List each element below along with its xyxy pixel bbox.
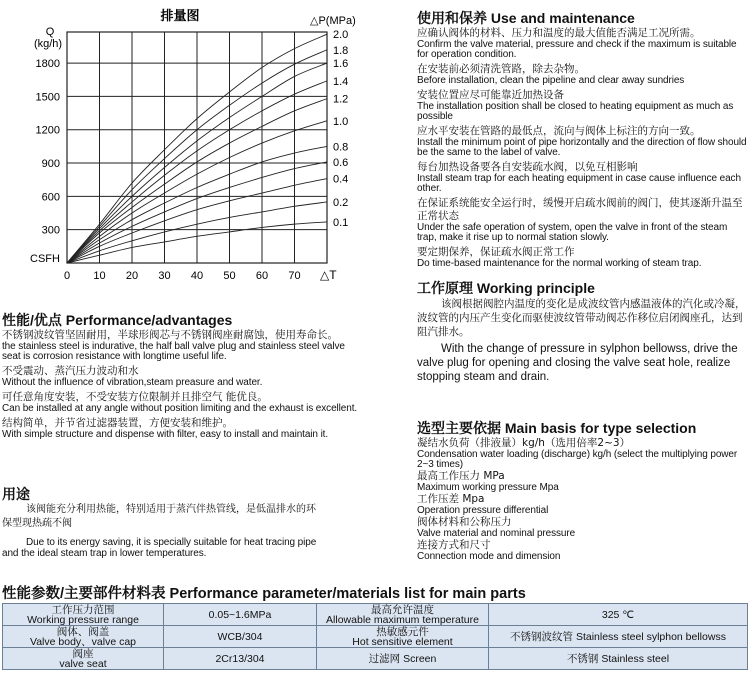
pressure-curve-label: 0.2 [333,196,349,209]
performance-heading: 性能/优点 Performance/advantages [2,312,233,328]
cell-value: WCB/304 [217,630,263,643]
table-cell [489,648,748,670]
use-maintenance-heading: 使用和保养 Use and maintenance [417,10,635,26]
item-en: Can be installed at any angle without position limiting and the exhaust is excellent. [2,403,358,414]
cell-value: 2Cr13/304 [215,652,265,665]
item-cn: 最高工作压力 MPa [417,470,505,482]
y-tick-label: 1800 [35,58,60,71]
usage-en: Due to its energy saving, it is specially suitable for heat tracing pipe and the ideal steam trap in lower temperatures. [2,537,317,559]
pressure-curve-label: 1.0 [333,115,349,128]
item-en: The installation position shall be closed to heating equipment as much as possible [417,101,734,122]
item-en: the stainless steel is indurative, the half ball valve plug and stainless steel valve seat is corrosion resistance with longtime useful life. [2,341,345,362]
working-principle-section [417,279,747,384]
type-selection-heading: 选型主要依据 Main basis for type selection [417,420,697,436]
table-row [3,626,748,648]
principle-en: With the change of pressure in sylphon bellowss, drive the valve plug for opening and closing the valve seat hole, realize stopping steam and drain. [417,343,738,383]
pressure-curve-label: 1.4 [333,75,349,88]
table-cell [164,626,317,648]
y-tick-label: 600 [41,191,60,204]
pressure-curve-label: 0.4 [333,173,349,186]
item-cn: 在安装前必须清洗管路，除去杂物。 [417,63,585,75]
item-en: Without the influence of vibration,steam preasure and water. [2,377,263,388]
cell-value: 不锈钢波纹管 Stainless steel sylphon bellowss [510,630,726,643]
item-en: Connection mode and dimension [417,551,561,562]
cell-value: 0.05~1.6MPa [208,608,272,621]
table-cell [3,604,164,626]
y-tick-label: 300 [41,224,60,237]
item-en: Operation pressure differential [417,505,549,516]
cell-value: 过滤网 Screen [368,652,437,665]
item-cn: 应确认阀体的材料、压力和温度的最大值能否满足工况所需。 [417,27,701,39]
cell-en: Allowable maximum temperature [326,613,479,626]
cell-en: valve seat [59,657,107,670]
table-cell [317,648,489,670]
pressure-curve-label: 0.8 [333,141,349,154]
materials-table [2,603,748,670]
y-axis-label-unit: (kg/h) [33,38,63,50]
y-tick-label: 1500 [35,91,60,104]
x-tick-label: 0 [63,270,71,282]
x-tick-label: 30 [158,270,171,282]
usage-heading: 用途 [2,486,30,502]
pressure-curve-label: 1.8 [333,44,349,57]
cell-cn: 阀体、阀盖 [56,625,110,638]
table-cell [489,604,748,626]
item-en: Valve material and nominal pressure [417,528,576,539]
item-cn: 每台加热设备要各自安装疏水阀，以免互相影响 [417,161,638,173]
discharge-chart [0,0,370,290]
x-tick-label: 50 [223,270,236,282]
item-cn: 阀体材料和公称压力 [417,516,512,528]
item-cn: 不锈钢波纹管坚固耐用，半球形阀芯与不锈钢阀座耐腐蚀，使用寿命长。 [2,329,338,341]
table-cell [164,604,317,626]
x-tick-label: 10 [93,270,106,282]
x-axis-label: △T [320,268,337,282]
table-cell [317,626,489,648]
item-en: Maximum working pressure Mpa [417,482,559,493]
pressure-curve-label: 0.6 [333,156,349,169]
cell-cn: 阀座 [72,647,94,660]
x-tick-label: 60 [255,270,269,282]
item-en: Install the minimum point of pipe horizontally and the direction of flow should be the same to the label of valve. [417,137,747,158]
pressure-curve-label: 1.2 [333,93,349,106]
item-cn: 结构简单，并节省过滤器装置，方便安装和维护。 [2,417,233,429]
table-cell [489,626,748,648]
working-principle-heading: 工作原理 Working principle [417,280,595,296]
origin-label: CSFH [30,253,60,265]
item-cn: 可任意角度安装，不受安装方位限制并且排空气 能优良。 [2,391,268,403]
cell-cn: 最高允许温度 [371,603,434,616]
cell-cn: 热敏感元件 [376,625,429,638]
item-en: Under the safe operation of system, open the valve in front of the steam trap, make it rise up to normal station slowly. [417,222,728,243]
item-cn: 应水平安装在管路的最低点，流向与阀体上标注的方向一致。 [417,125,701,137]
item-cn: 要定期保养，保证疏水阀正常工作 [417,246,575,258]
table-row [3,604,748,626]
series-axis-label: △P(MPa) [310,15,356,27]
chart-title: 排量图 [160,8,200,23]
table-row [3,648,748,670]
item-cn: 不受震动、蒸汽压力波动和水 [2,365,139,377]
x-tick-label: 40 [190,270,204,282]
item-en: With simple structure and dispense with filter, easy to install and maintain it. [2,429,329,440]
y-tick-label: 900 [41,158,60,171]
table-cell [3,626,164,648]
item-cn: 在保证系统能安全运行时，缓慢开启疏水阀前的阀门，使其逐渐升温至正常状态 [417,197,743,222]
table-cell [3,648,164,670]
table-heading: 性能参数/主要部件材料表 Performance parameter/materials list for main parts [2,586,526,602]
y-tick-label: 1200 [35,124,60,137]
pressure-curve-label: 2.0 [333,29,349,42]
item-cn: 工作压差 Mpa [417,493,485,505]
pressure-curve-label: 0.1 [333,216,349,229]
item-cn: 安装位置应尽可能靠近加热设备 [417,89,564,101]
x-tick-label: 20 [125,270,139,282]
item-cn: 凝结水负荷（排液量）kg/h（选用倍率2~3） [417,437,631,449]
cell-value: 不锈钢 Stainless steel [566,652,670,665]
table-cell [317,604,489,626]
item-en: Install steam trap for each heating equipment in case cause influence each other. [417,173,741,194]
y-axis-label-q: Q [45,26,55,38]
table-cell [164,648,317,670]
use-maintenance-section [417,9,747,269]
item-en: Condensation water loading (discharge) kg/h (select the multiplying power 2~3 times) [417,449,738,470]
usage-section [2,485,322,559]
cell-value: 325 ℃ [601,608,635,621]
cell-en: Working pressure range [27,613,139,626]
type-selection-section [417,419,750,562]
x-tick-label: 70 [288,270,301,282]
cell-cn: 工作压力范围 [51,603,115,616]
principle-cn: 该阀根据阀腔内温度的变化是成波纹管内感温液体的汽化或冷凝，波纹管的内压产生变化而驱使波纹管带动阀芯作移位启闭阀座孔，达到阻汽排水。 [417,298,746,338]
item-cn: 连接方式和尺寸 [417,539,491,551]
item-en: Confirm the valve material, pressure and check if the maximum is suitable for operation condition. [417,39,737,60]
cell-en: Valve body、valve cap [29,635,137,648]
item-en: Do time-based maintenance for the normal working of steam trap. [417,258,702,269]
pressure-curve-label: 1.6 [333,58,349,71]
performance-section [2,311,362,440]
cell-en: Hot sensitive element [352,635,453,648]
item-en: Before installation, clean the pipeline and clear away sundries [417,75,685,86]
usage-cn: 该阀能充分利用热能，特别适用于蒸汽伴热管线，是低温排水的环保型现热疏不阀 [2,504,316,529]
